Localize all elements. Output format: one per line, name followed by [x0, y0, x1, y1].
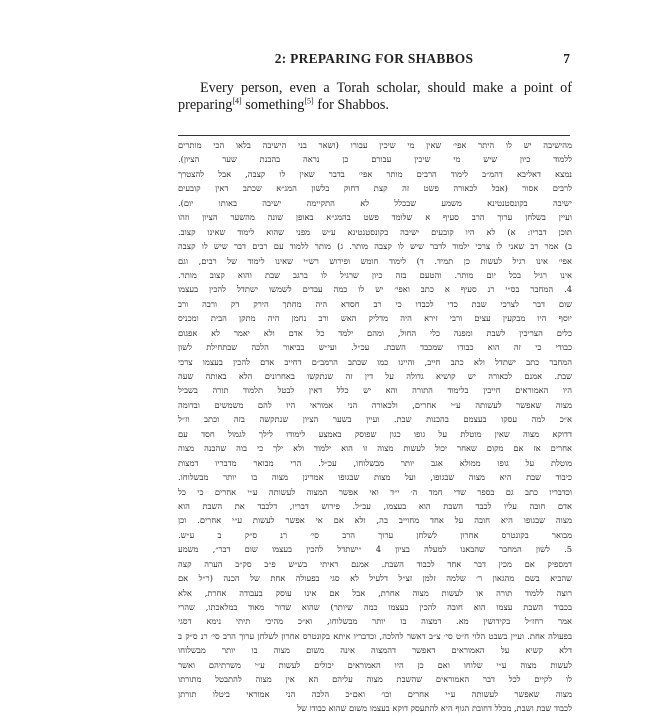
footnote-line: לעשות מצוה ע״י שלוחו ואם כן היו האמוראים יכולים לעשות ע״י משרתיהם ואשר	[178, 659, 572, 670]
footnote-line: מצוה שאפשר לעשותה ע״י אחרים וכו׳ ואם״כ הלכה הני אמוראי ביטלו תורתן	[178, 688, 572, 699]
footnote-line: כיבוד שבת היא מצוה שבגופו, ועל מצות שבגופו אמרינן מצוה בו יותר מבשלוחו.	[178, 472, 572, 483]
footnote-line: לכבוד שבת ושבת, מכלל דחובת הגוף היא להתעסק דוקא בעצמו משום שהוא כבודו של	[297, 703, 572, 714]
footnote-line: מצוה שבגופו היא חובה על אחד מחוייב בה, ולא אם אי אפשר לעשות ע״י אחרים. וכן	[178, 515, 572, 526]
footnote-line: אמר רחז״ל בקידושין מא. דמצוה בו יותר מבשלוחו, וא״כ מהיכי תיתי נימא דסגי	[178, 616, 572, 627]
footnote-line: לו לקיים לכל דבר האמוראים שהשבת מצוה עליהם הא אין מצוה להתבטל מתורתו	[178, 674, 572, 685]
footnote-line: שבת. אמנם לכאורה יש קושיא גדולה על דין זה שנתקשו באחרונים הלא באותה שעה	[178, 371, 572, 381]
notes-divider-rule	[178, 135, 570, 136]
chapter-title: 2: PREPARING FOR SHABBOS	[274, 51, 474, 66]
footnote-ref-4[interactable]: [4]	[232, 96, 242, 106]
footnote-line: מהישיבה יש לו היתר אפי׳ שאין מי שיכין עבורו (ושאר בני הישיבה בלאו הכי מותרים	[178, 140, 572, 150]
footnote-line: תוכן דבריו: א) לא היו קובעים ישיבה בקונסטנטינא ע״ש מפני שהוא לימוד שאינו קצוב.	[178, 226, 572, 237]
footnote-line: שום דבר לצרכי שבת כדי לכבדו כי רב חסדא היה מחתך הירק דק ורבה ורב	[178, 298, 572, 309]
footnote-line: ללמוד כיון שיש מי שיכין עבורם כן נראה בהבנת שער הציון).	[178, 154, 572, 165]
footnote-line: דלא קשיא על האמוראים דאפשר דהמצוה אינה משום מצוה בו יותר מבשלוחו	[178, 645, 572, 656]
footnote-line: בכבוד השבת עצמו הוא חובה להכין בעצמו כמה שיותר) שהוא שדור מאוד במלאכתו, שהרי	[178, 602, 572, 612]
footnote-line: מוטלת על גופו ממולא אגב יותר מבשלוחו, עכ״ל. הרי מבואר מדבריו דמצות	[178, 457, 572, 468]
main-text-part-3: for Shabbos.	[313, 97, 389, 114]
footnote-ref-5[interactable]: [5]	[304, 96, 314, 106]
footnote-line: ועיין בשלחן ערוך הרב סעיף א שלומד פשט בהמג״א באופן שונה מהשער הציון וזהו	[178, 212, 572, 223]
footnote-line: אפי׳ אינו רגיל לעשות כן תמיד. ד) לימוד חומש ופירוש רש״י שאינו לימוד של רבים, וגם	[178, 255, 572, 266]
main-text-part-1: Every person, even a Torah scholar, should make a point of preparing	[178, 80, 572, 114]
footnote-line: אדם חובה עליו לכבד השבת הוא בעצמו, עכ״ל. פירוש דבריו, דלכבד את השבת הוא	[178, 500, 572, 511]
footnote-line: אחרים אז אם מקום שאחר יכול לעשות מצוה זו הוא ילמוד ולא ילך כי בוה שהבנה מצוה	[178, 443, 572, 454]
main-text-part-2: something	[241, 97, 305, 114]
footnote-line: היו האמוראים חייבין בלימוד התורה והא יש כלל דאין לבטל תלמוד תורה בשביל	[178, 385, 572, 396]
footnote-line: רוצה ללמוד תורה או לעשות מצוה אחרת, אבל אם אינו עוסק בעבודה אחרת, אלא	[178, 587, 572, 598]
footnote-line: 5. לשון המחבר שהבאנו למעלה בציון 4 ״ישתדל להכין בעצמו שום דבר״, משמע	[178, 544, 572, 555]
footnote-line: ישיבה בקונסטנטינא משמע שבכלל לא התקיימה ישיבה באותו יום).	[178, 197, 572, 208]
footnote-line: א״כ למה עסקו בעצמם בהכנות שבת. ועיין בשער הציון שנתקשה בזה וכתב וז״ל	[178, 414, 572, 425]
footnote-line: ב) אמר רב שאני לו צרכי ילמוד לדבר שיש לו קצבה מותר. ג) מותר ללמוד עם רבים דבר שיש לו קצבה	[178, 241, 572, 252]
footnote-line: וכדבריו כתב גם בספר שדי חמד ה׳ י״ד ואי אפשר המצוה לעשותה ע״י אחרים כי כל	[178, 486, 572, 497]
main-text-paragraph	[178, 80, 572, 115]
footnote-line: נמצא דאליבא דהמ״ב לימוד הרבים מותר אפי׳ בדבר שאין לו קצבה, אבל להצטרך	[178, 168, 572, 179]
footnote-line: המחבר כתב ישתדל ולא כתב חייב, והיינו כמו שכתב הרמב״ם דחייב אדם להכין בעצמו צרכי	[178, 356, 572, 367]
footnote-line: כלים הצריכין לשבת ומפנה כלי החול, ומהם ילמד כל אדם ולא יאמר לא אפגום	[178, 327, 572, 338]
footnotes-section	[178, 138, 572, 714]
footnote-line: מבואר בקונטרס אחרון לשלחן ערוך הרב סי׳ רנ ס״ק ב ע״ש.	[178, 529, 572, 540]
footnote-line: כבודי כי זה הוא כבודו שמכבד השבת. עכ״ל. ועי״ש בביאור הלכה שבתחילת לשון	[178, 342, 572, 353]
footnote-line: לרבים אסור (אבל לכאורה פשט זה קצת דחוק בלשון המג״א שכתב דאין קובעים	[178, 183, 572, 194]
footnote-line: אינו רגיל בכל יום מותר. והטעם בזה כיון שרגיל לו ברגב שבת והוא קצוב מותר.	[178, 269, 572, 280]
footnote-line: דדוקא מצוה שאין מוטלת על גופו כגון שפוסק באמצע לימודו לילך לגמול חסד עם	[178, 428, 572, 439]
footnote-line: 4. המחבר בס״י רנ סעיף א כתב ואפי׳ יש לו כמה עבדים לשמשו ישתדל להכין בעצמו	[178, 284, 572, 295]
running-head	[178, 51, 570, 71]
footnote-line: מצוה שאפשר לעשותה ע״י אחרים, ולכאורה הני אמוראי היו להם משמשים ובדומה	[178, 399, 572, 410]
footnote-line: יוסף היו מבקעין עצים ורבי זירא היה מדליק האש ורב נחמן היה מתקן הבית ומכניס	[178, 313, 572, 324]
footnote-line: שהביא בשם מהגאון ר׳ שלמה זלמן זצ״ל דלעיל לא סגי בפעולה אחת של הכנה (ר״ל אם	[178, 573, 572, 584]
page-number: 7	[563, 51, 570, 66]
footnote-line: בפעולה אחת. ועיין בשבט הלוי ח״ט סי׳ צ״ב דאשר להלכה, וכדבריו איתא בקונטרס אחרון לשלחן ערוך הרב סי׳ רנ ס״ק ב	[178, 630, 572, 641]
footnote-line: דמספיק אם מכין דבר אחד לכבוד השבת. אמנם ראיתי בש״ש פ״ב סק״ב הערה קצה	[178, 558, 572, 569]
